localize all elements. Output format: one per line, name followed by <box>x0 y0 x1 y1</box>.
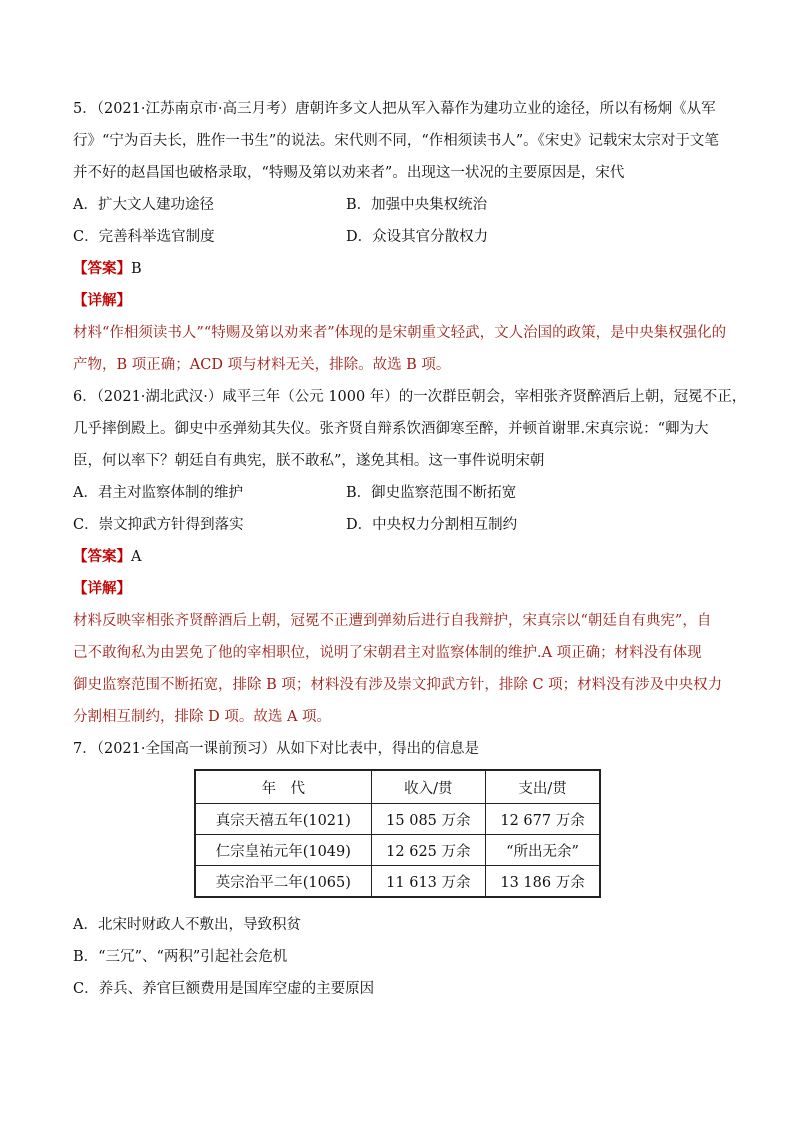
question-7-line-1: 7．（2021·全国高一课前预习）从如下对比表中，得出的信息是 <box>73 741 479 757</box>
q5-option-c: C．完善科举选官制度 <box>73 229 215 245</box>
table-row <box>195 835 600 866</box>
q7-option-c: C．养兵、养官巨额费用是国库空虚的主要原因 <box>73 981 375 997</box>
q6-detail-line-1: 材料反映宰相张齐贤醉酒后上朝，冠冕不正遭到弹劾后进行自我辩护，宋真宗以“朝廷自有典宪”，自 <box>73 613 712 629</box>
table-header-row <box>195 770 600 804</box>
q6-option-d: D．中央权力分割相互制约 <box>346 517 518 533</box>
q5-option-d: D．众设其官分散权力 <box>346 229 489 245</box>
q6-detail-label: 【详解】 <box>73 580 131 597</box>
question-5-line-2: 行》“宁为百夫长，胜作一书生”的说法。宋代则不同，“作相须读书人”。《宋史》记载宋太宗对于文笔 <box>73 133 719 149</box>
q6-answer-value: A <box>131 549 142 565</box>
table-cell: 12 677 万余 <box>486 804 600 835</box>
q6-option-a: A．君主对监察体制的维护 <box>73 485 243 501</box>
table-cell: 13 186 万余 <box>486 866 600 898</box>
q5-detail-line-2: 产物，B 项正确；ACD 项与材料无关，排除。故选 B 项。 <box>73 357 451 373</box>
q5-detail-label: 【详解】 <box>73 292 131 309</box>
q6-answer-label: 【答案】 <box>73 548 131 565</box>
q5-answer-label: 【答案】 <box>73 260 131 277</box>
question-5-line-1: 5．（2021·江苏南京市·高三月考）唐朝许多文人把从军入幕作为建功立业的途径，所以有杨炯《从军 <box>73 101 716 117</box>
q5-option-a: A．扩大文人建功途径 <box>73 197 214 213</box>
finance-comparison-table <box>194 769 601 898</box>
table-cell: 英宗治平二年(1065) <box>195 866 371 898</box>
q6-option-b: B．御史监察范围不断拓宽 <box>346 485 517 501</box>
table-cell: 仁宗皇祐元年(1049) <box>195 835 371 866</box>
q6-detail-line-2: 己不敢徇私为由罢免了他的宰相职位，说明了宋朝君主对监察体制的维护.A 项正确；材料没有体现 <box>73 645 702 661</box>
table-row <box>195 804 600 835</box>
table-cell: 真宗天禧五年(1021) <box>195 804 371 835</box>
q6-detail-line-3: 御史监察范围不断拓宽，排除 B 项；材料没有涉及崇文抑武方针，排除 C 项；材料没有涉及中央权力 <box>73 677 723 693</box>
question-6-line-3: 臣，何以率下？朝廷自有典宪，朕不敢私”，遂免其相。这一事件说明宋朝 <box>73 453 545 469</box>
table-header-income: 收入/贯 <box>371 770 485 804</box>
table-cell: 12 625 万余 <box>371 835 485 866</box>
q7-option-b: B．“三冗”、“两积”引起社会危机 <box>73 949 288 965</box>
q5-answer-value: B <box>131 261 142 277</box>
q5-answer <box>73 259 142 279</box>
table-header-era: 年 代 <box>195 770 371 804</box>
table-cell: 11 613 万余 <box>371 866 485 898</box>
question-6-line-2: 几乎摔倒殿上。御史中丞弹劾其失仪。张齐贤自辩系饮酒御寒至醉，并顿首谢罪.宋真宗说：“卿为大 <box>73 421 709 437</box>
q6-option-c: C．崇文抑武方针得到落实 <box>73 517 244 533</box>
table-row <box>195 866 600 898</box>
table-cell: “所出无余” <box>486 835 600 866</box>
question-5-line-3: 并不好的赵昌国也破格录取，“特赐及第以劝来者”。出现这一状况的主要原因是，宋代 <box>73 165 625 181</box>
q6-detail-line-4: 分割相互制约，排除 D 项。故选 A 项。 <box>73 709 332 725</box>
question-6-line-1: 6．（2021·湖北武汉·）咸平三年（公元 1000 年）的一次群臣朝会，宰相张齐贤醉酒后上朝，冠冕不正， <box>73 389 747 405</box>
table-cell: 15 085 万余 <box>371 804 485 835</box>
q7-option-a: A．北宋时财政人不敷出，导致积贫 <box>73 917 301 933</box>
table-header-expense: 支出/贯 <box>486 770 600 804</box>
q6-answer <box>73 547 141 567</box>
q5-option-b: B．加强中央集权统治 <box>346 197 488 213</box>
q5-detail-line-1: 材料“作相须读书人”“特赐及第以劝来者”体现的是宋朝重文轻武，文人治国的政策，是中央集权强化的 <box>73 325 727 341</box>
